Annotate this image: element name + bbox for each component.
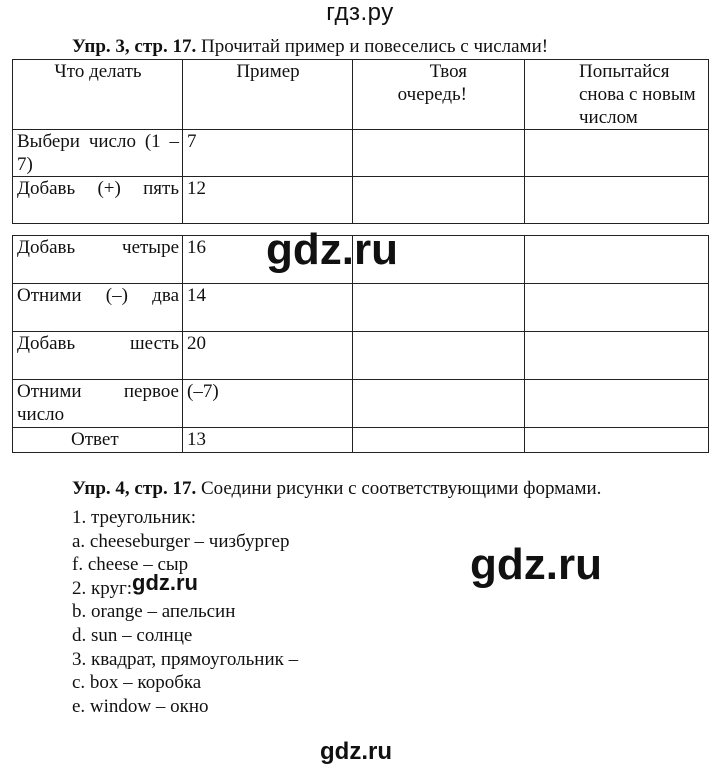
cell-your-turn — [353, 130, 525, 177]
list-item: b. orange – апельсин — [72, 601, 236, 623]
table-header-row — [13, 60, 709, 130]
exercise-3-table-top — [12, 59, 709, 224]
cell-try-again — [525, 332, 709, 380]
cell-action: Отними первое число — [13, 380, 183, 428]
cell-try-again — [525, 380, 709, 428]
exercise-4-title — [72, 478, 601, 500]
cell-try-again — [525, 236, 709, 284]
exercise-4-list — [72, 506, 298, 718]
header-cell-try-again: Попытайся снова с новым числом — [525, 60, 709, 130]
table-row — [13, 284, 709, 332]
exercise-4-instruction: Соедини рисунки с соответствующими формами. — [196, 478, 602, 499]
list-item: 1. треугольник: — [72, 507, 197, 528]
exercise-3-title — [72, 36, 548, 58]
cell-action: Добавь шесть — [13, 332, 183, 380]
cell-action: Добавь (+) пять — [13, 177, 183, 224]
cell-try-again — [525, 130, 709, 177]
watermark: gdz.ru — [320, 738, 392, 765]
cell-example: 20 — [183, 332, 353, 380]
list-item: c. box – коробка — [72, 672, 202, 694]
cell-example: 16 — [183, 236, 353, 284]
table-row — [13, 130, 709, 177]
watermark: gdz.ru — [132, 570, 198, 595]
header-cell-your-turn: Твоя очередь! — [353, 60, 525, 130]
exercise-3-instruction: Прочитай пример и повеселись с числами! — [196, 36, 549, 57]
list-item: 2. круг: — [72, 577, 133, 599]
list-item: f. cheese – сыр — [72, 554, 189, 576]
cell-action: Отними (–) два — [13, 284, 183, 332]
list-item: d. sun – солнце — [72, 624, 193, 646]
cell-your-turn — [353, 380, 525, 428]
cell-try-again — [525, 177, 709, 224]
cell-your-turn — [353, 332, 525, 380]
cell-your-turn — [353, 177, 525, 224]
exercise-4-number: Упр. 4, стр. 17. — [72, 478, 197, 499]
cell-example: 7 — [183, 130, 353, 177]
cell-try-again — [525, 284, 709, 332]
watermark: gdz.ru — [470, 540, 602, 589]
table-row — [13, 332, 709, 380]
list-item: a. cheeseburger – чизбургер — [72, 530, 290, 552]
site-header: гдз.ру — [326, 0, 394, 26]
cell-try-again — [525, 428, 709, 453]
cell-your-turn — [353, 284, 525, 332]
table-row — [13, 177, 709, 224]
cell-action: Добавь четыре — [13, 236, 183, 284]
watermark: gdz.ru — [266, 225, 398, 274]
header-cell-example: Пример — [183, 60, 353, 130]
table-row — [13, 428, 709, 453]
cell-example: 13 — [183, 428, 353, 453]
cell-example: 12 — [183, 177, 353, 224]
cell-example: 14 — [183, 284, 353, 332]
cell-your-turn — [353, 428, 525, 453]
cell-action: Ответ — [13, 428, 183, 453]
table-row — [13, 380, 709, 428]
cell-action: Выбери число (1 – 7) — [13, 130, 183, 177]
cell-example: (–7) — [183, 380, 353, 428]
list-item: e. window – окно — [72, 695, 209, 717]
list-item: 3. квадрат, прямоугольник – — [72, 648, 299, 670]
header-cell-action: Что делать — [13, 60, 183, 130]
exercise-3-number: Упр. 3, стр. 17. — [72, 36, 197, 57]
